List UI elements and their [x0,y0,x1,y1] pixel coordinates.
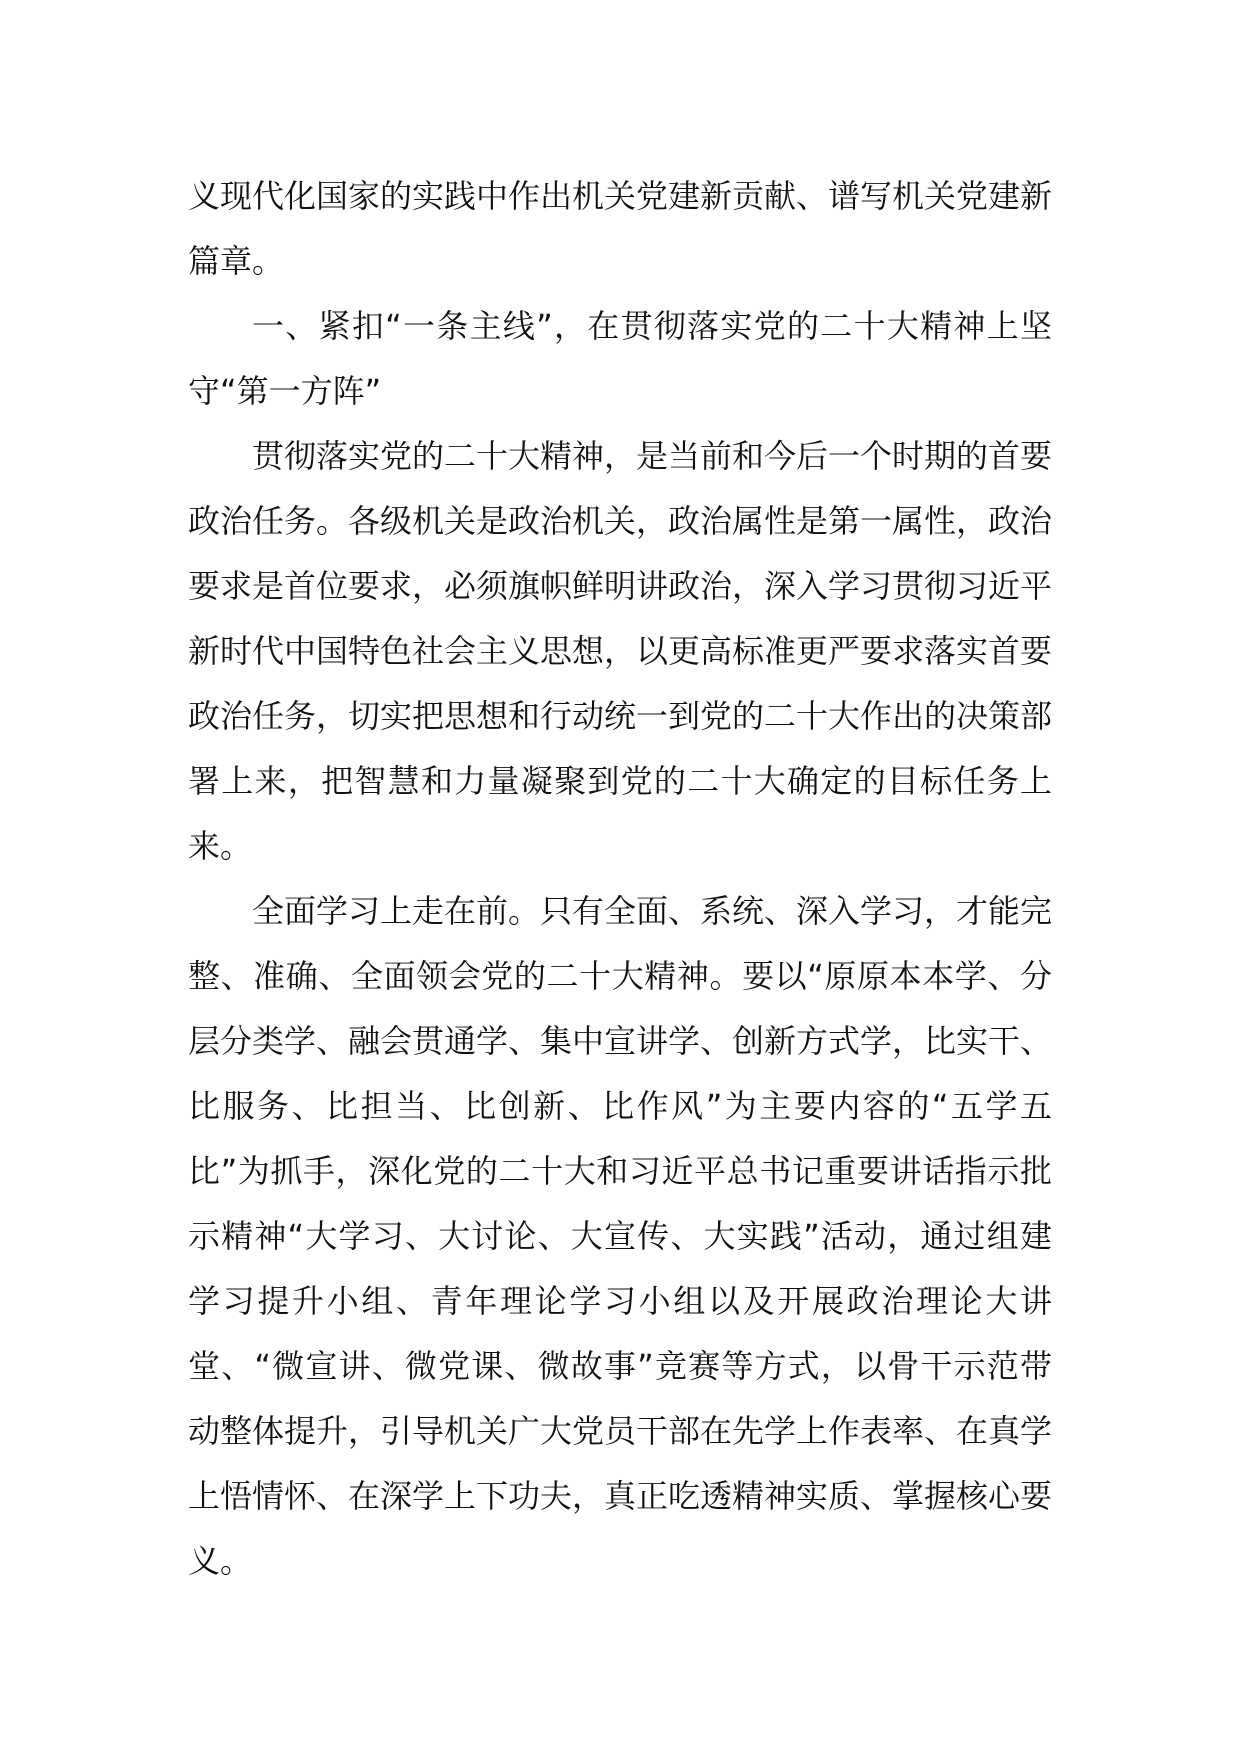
paragraph: 全面学习上走在前。只有全面、系统、深入学习，才能完整、准确、全面领会党的二十大精神。要以“原原本本学、分层分类学、融会贯通学、集中宣讲学、创新方式学，比实干、比服务、比担当、比创新、比作风”为主要内容的“五学五比”为抓手，深化党的二十大和习近平总书记重要讲话指示批示精神“大学习、大讨论、大宣传、大实践”活动，通过组建学习提升小组、青年理论学习小组以及开展政治理论大讲堂、“微宣讲、微党课、微故事”竞赛等方式，以骨干示范带动整体提升，引导机关广大党员干部在先学上作表率、在真学上悟情怀、在深学上下功夫，真正吃透精神实质、掌握核心要义。 [188,892,1053,1580]
paragraph: 贯彻落实党的二十大精神，是当前和今后一个时期的首要政治任务。各级机关是政治机关，政治属性是第一属性，政治要求是首位要求，必须旗帜鲜明讲政治，深入学习贯彻习近平新时代中国特色社会主义思想，以更高标准更严要求落实首要政治任务，切实把思想和行动统一到党的二十大作出的决策部署上来，把智慧和力量凝聚到党的二十大确定的目标任务上来。 [188,437,1053,865]
body-text [188,164,1052,1594]
paragraph-continuation: 义现代化国家的实践中作出机关党建新贡献、谱写机关党建新篇章。 [188,177,1053,280]
section-heading: 一、紧扣“一条主线”，在贯彻落实党的二十大精神上坚守“第一方阵” [188,307,1052,410]
